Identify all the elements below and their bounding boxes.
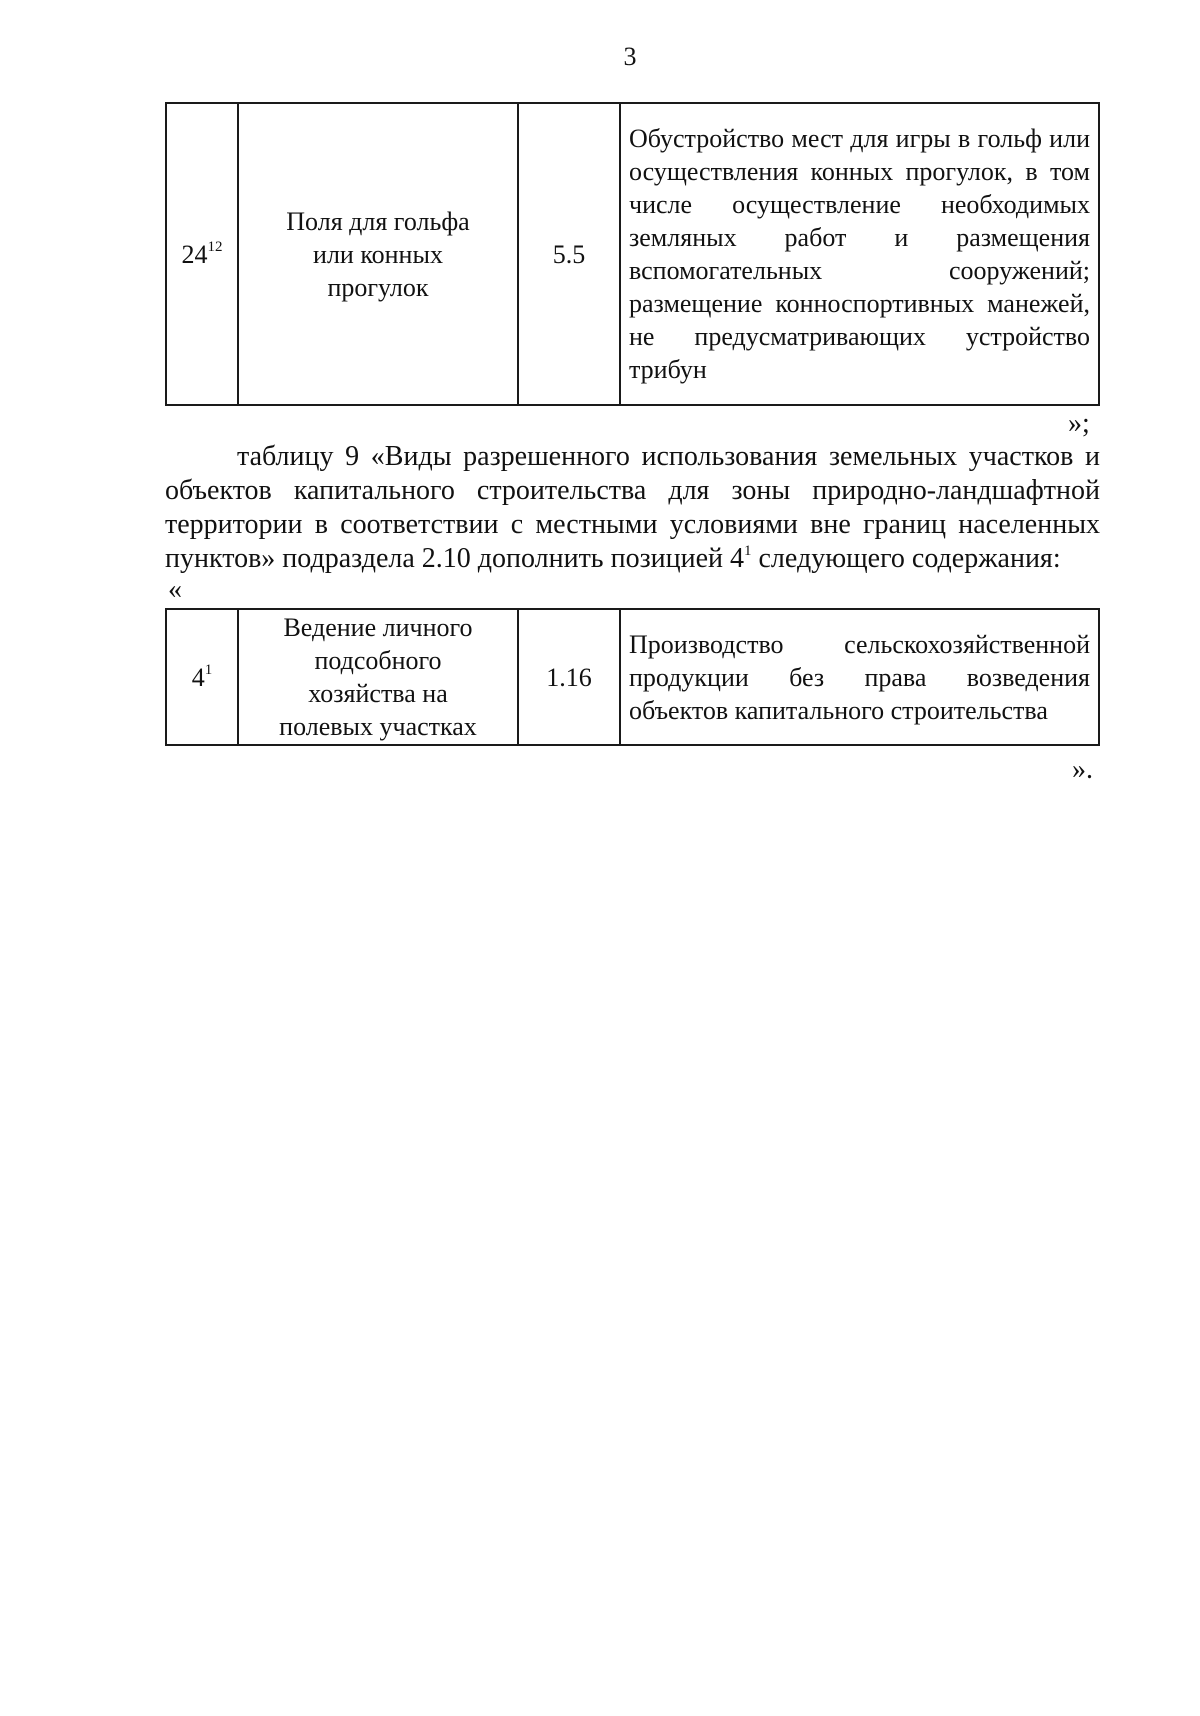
row-number-superscript: 12 <box>207 238 223 255</box>
row-number: 24 <box>181 239 208 269</box>
land-use-table-top <box>165 102 1100 406</box>
land-use-name-cell <box>238 609 518 745</box>
land-use-code-cell <box>518 609 620 745</box>
row-number-superscript: 1 <box>204 661 213 678</box>
amendment-paragraph <box>165 440 1100 576</box>
row-number: 4 <box>191 662 205 692</box>
land-use-name: Поля для гольфа или конных прогулок <box>286 206 470 302</box>
land-use-description: Производство сельскохозяйственной продукции без права возведения объектов капитального строительства <box>629 629 1090 725</box>
opening-quote: « <box>168 574 182 605</box>
table-row <box>166 103 1099 405</box>
land-use-table-bottom <box>165 608 1100 746</box>
page-number: 3 <box>623 42 637 71</box>
land-use-name-cell <box>238 103 518 405</box>
land-use-code: 1.16 <box>546 662 592 692</box>
land-use-code: 5.5 <box>552 239 586 269</box>
row-number-cell <box>166 609 238 745</box>
paragraph-text-end: следующего содержания: <box>751 543 1061 574</box>
row-number-cell <box>166 103 238 405</box>
land-use-description-cell <box>620 609 1099 745</box>
closing-quote-period: ». <box>1072 754 1093 785</box>
land-use-code-cell <box>518 103 620 405</box>
land-use-name: Ведение личного подсобного хозяйства на полевых участках <box>279 613 477 741</box>
land-use-description-cell <box>620 103 1099 405</box>
position-superscript: 1 <box>744 542 752 559</box>
land-use-description: Обустройство мест для игры в гольф или осуществления конных прогулок, в том числе осуществление необходимых земляных работ и размещения вспомогательных сооружений; размещение конноспортивных манежей, не предусматривающих устройство трибун <box>629 124 1090 384</box>
table-row <box>166 609 1099 745</box>
paragraph-text: таблицу 9 «Виды разрешенного использования земельных участков и объектов капитального строительства для зоны природно-ландшафтной территории в соответствии с местными условиями вне границ населенных пунктов» подраздела 2.10 дополнить позицией 4 <box>165 441 1100 574</box>
closing-quote-semicolon: »; <box>1068 408 1090 439</box>
